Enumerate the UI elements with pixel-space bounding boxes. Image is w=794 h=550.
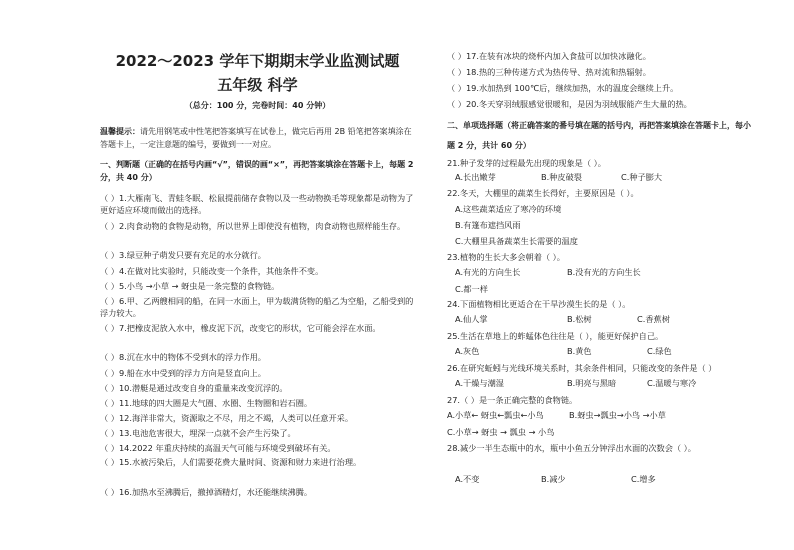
options-28	[455, 474, 656, 485]
question-19: （ ）19.水加热到 100℃后，继续加热，水的温度会继续上升。	[447, 83, 679, 93]
options-26	[455, 378, 696, 389]
option-b: B.减少	[541, 474, 566, 484]
question-20: （ ）20.冬天穿羽绒服感觉很暖和，是因为羽绒服能产生大量的热。	[447, 99, 692, 109]
score-info: （总分：100 分，完卷时间：40 分钟）	[184, 101, 331, 110]
question-14: （ ）14.2022 年重庆持续的高温天气可能与环境受到破坏有关。	[100, 443, 336, 453]
question-13: （ ）13.电池危害很大，埋深一点就不会产生污染了。	[100, 428, 296, 438]
question-25: 25.生活在草地上的蚱蜢体色往往是（ ），能更好保护自己。	[447, 331, 664, 341]
question-17: （ ）17.在装有冰块的烧杯内加入食盐可以加快冰融化。	[447, 51, 651, 61]
option-b: B.明亮与黑暗	[567, 378, 617, 388]
question-11: （ ）11.地球的四大圈是大气圈、水圈、生物圈和岩石圈。	[100, 398, 313, 408]
option-c: C.都一样	[455, 284, 488, 294]
exam-title: 2022～2023 学年下期期末学业监测试题	[115, 52, 400, 70]
option-a: A.灰色	[455, 346, 480, 356]
question-26: 26.在研究蚯蚓与光线环境关系时，其余条件相同，只能改变的条件是（ ）	[447, 363, 717, 373]
exam-subtitle: 五年级 科学	[217, 76, 298, 94]
options-24	[455, 314, 670, 325]
question-9: （ ）9.船在水中受到的浮力方向是竖直向上。	[100, 368, 266, 378]
section2-heading: 二、单项选择题（将正确答案的番号填在题的括号内，再把答案填涂在答题卡上，每小题 2 分，共计 60 分）	[447, 121, 751, 150]
option-a: A.长出嫩芽	[455, 172, 496, 182]
option-a: A.不变	[455, 474, 480, 484]
option-c: C.温暖与寒冷	[647, 378, 697, 388]
options-21	[455, 172, 662, 183]
option-c: C.绿色	[647, 346, 672, 356]
question-12: （ ）12.海洋非常大，资源取之不尽，用之不竭，人类可以任意开采。	[100, 413, 354, 423]
tip-label: 温馨提示：	[100, 127, 140, 136]
question-5: （ ）5.小鸟 →小草 → 蚜虫是一条完整的食物链。	[100, 281, 280, 291]
section1-heading: 一、判断题（正确的在括号内画“√”，错误的画“×”，再把答案填涂在答题卡上，每题 2 分，共 40 分）	[100, 160, 414, 182]
question-8: （ ）8.沉在水中的物体不受到水的浮力作用。	[100, 352, 266, 362]
option-a: A.有光的方向生长	[455, 267, 521, 277]
option-c: C.种子膨大	[621, 172, 663, 182]
option-b: B.蚜虫→瓢虫→小鸟 →小草	[569, 410, 666, 420]
option-b: B.松树	[567, 314, 592, 324]
option-c: C.增多	[631, 474, 656, 484]
tip-text: 请先用钢笔或中性笔把答案填写在试卷上，做完后再用 2B 铅笔把答案填涂在答题卡上，一定注意题的编号，要做到一一对应。	[100, 127, 412, 149]
question-3: （ ）3.绿豆种子萌发只要有充足的水分就行。	[100, 250, 266, 260]
option-b: B.种皮破裂	[541, 172, 582, 182]
question-10: （ ）10.潜艇是通过改变自身的重量来改变沉浮的。	[100, 383, 288, 393]
question-28: 28.减少一半生态瓶中的水，瓶中小鱼五分钟浮出水面的次数会（ ）。	[447, 443, 696, 453]
question-16: （ ）16.加热水至沸腾后，撤掉酒精灯，水还能继续沸腾。	[100, 487, 313, 497]
question-23: 23.植物的生长大多会朝着（ ）。	[447, 252, 565, 262]
question-1: （ ）1.大雁南飞、青蛙冬眠、松鼠提前储存食物以及一些动物换毛等现象都是动物为了更好适应环境而做出的选择。	[100, 193, 414, 215]
option-c: C.小草→ 蚜虫 → 瓢虫 → 小鸟	[447, 427, 555, 437]
option-b: B.黄色	[567, 346, 592, 356]
option-b: B.有篷布遮挡风雨	[455, 220, 521, 230]
question-21: 21.种子发芽的过程最先出现的现象是（ ）。	[447, 158, 606, 168]
question-22: 22.冬天，大棚里的蔬菜生长得好，主要原因是（ ）。	[447, 188, 639, 198]
options-25	[455, 346, 672, 357]
question-4: （ ）4.在做对比实验时，只能改变一个条件，其他条件不变。	[100, 266, 324, 276]
question-24: 24.下面植物相比更适合在干旱沙漠生长的是（ ）。	[447, 299, 631, 309]
option-a: A.仙人掌	[455, 314, 488, 324]
question-15: （ ）15.水被污染后，人们需要花费大量时间、资源和财力来进行治理。	[100, 457, 362, 467]
question-27: 27.（ ）是一条正确完整的食物链。	[447, 395, 578, 405]
option-a: A.小草← 蚜虫←瓢虫←小鸟	[447, 410, 544, 420]
question-18: （ ）18.热的三种传递方式为热传导、热对流和热辐射。	[447, 67, 651, 77]
option-a: A.这些蔬菜适应了寒冷的环境	[455, 204, 562, 214]
question-6: （ ）6.甲、乙两艘相同的船，在同一水面上，甲为载满货物的船乙为空船，乙船受到的浮力较大。	[100, 296, 414, 318]
options-23	[455, 267, 641, 278]
question-2: （ ）2.肉食动物的食物是动物，所以世界上即使没有植物，肉食动物也照样能生存。	[100, 221, 406, 231]
option-b: B.没有光的方向生长	[567, 267, 641, 277]
question-7: （ ）7.把橡皮泥放入水中，橡皮泥下沉，改变它的形状，它可能会浮在水面。	[100, 323, 381, 333]
option-a: A.干燥与潮湿	[455, 378, 504, 388]
option-c: C.大棚里具备蔬菜生长需要的温度	[455, 236, 578, 246]
tip-paragraph	[100, 125, 415, 151]
option-c: C.香蕉树	[637, 314, 670, 324]
options-27	[447, 410, 666, 421]
